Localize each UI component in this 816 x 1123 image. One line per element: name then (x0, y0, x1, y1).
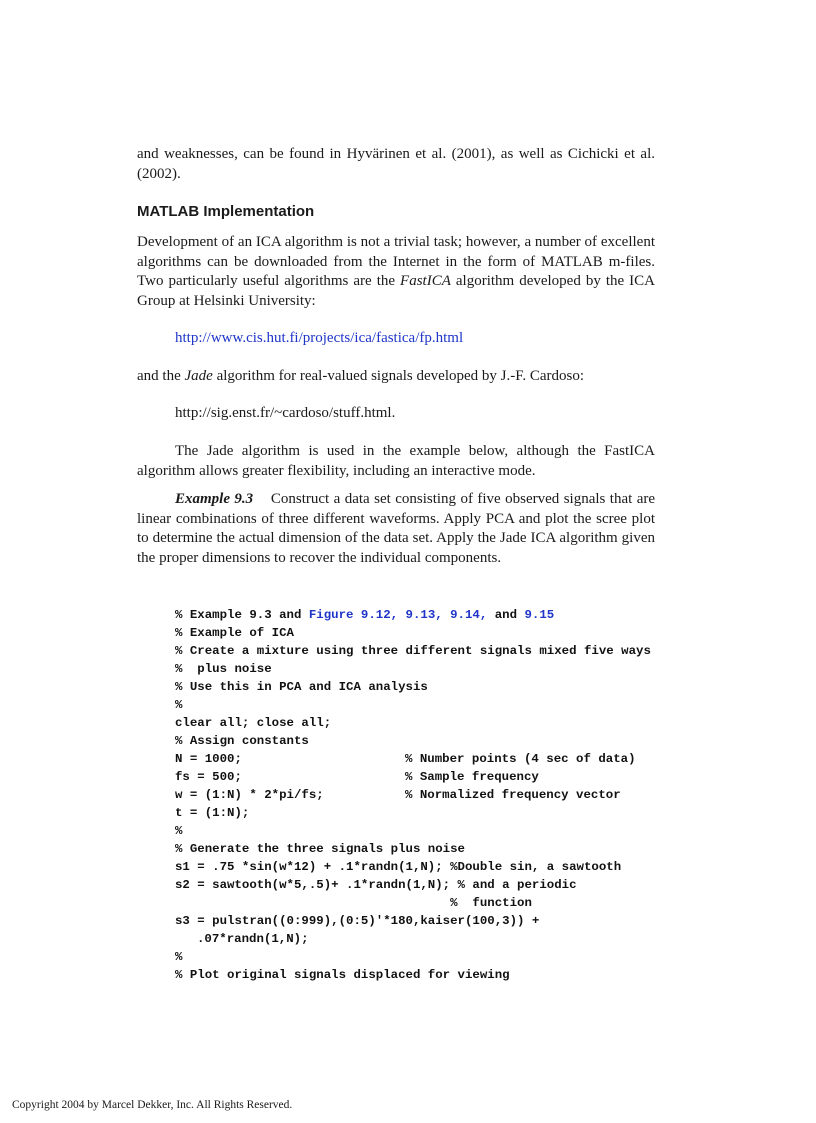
code-line: % Create a mixture using three different signals mixed five ways (175, 644, 651, 658)
code-line: .07*randn(1,N); (197, 932, 309, 946)
jade-term: Jade (184, 368, 213, 384)
code-line: s1 = .75 *sin(w*12) + .1*randn(1,N); %Double sin, a sawtooth (175, 860, 622, 874)
code-line: N = 1000; % Number points (4 sec of data) (175, 752, 636, 766)
code-line: clear all; close all; (175, 716, 332, 730)
jade-used-paragraph: The Jade algorithm is used in the example below, although the FastICA algorithm allows greater flexibility, including an interactive mode. (137, 443, 655, 479)
code-line: % Generate the three signals plus noise (175, 842, 465, 856)
example-label: Example 9.3 (175, 491, 254, 507)
code-comment: % Number points (4 sec of data) (405, 752, 636, 766)
example-paragraph: Example 9.3 Construct a data set consisting of five observed signals that are linear combinations of three different waveforms. Apply PCA and plot the scree plot to determine the actual dimension of the data set. Apply the Jade ICA algorithm given the proper dimensions to recover the individual components. (137, 491, 656, 566)
fastica-term: FastICA (400, 273, 451, 289)
figure-link[interactable]: 9.15 (524, 608, 555, 622)
code-line: % Plot original signals displaced for viewing (175, 968, 510, 982)
intro-paragraph: and weaknesses, can be found in Hyvärinen et al. (2001), as well as Cichicki et al. (2002). (137, 146, 655, 182)
code-line: % (175, 698, 183, 712)
code-line: % (175, 824, 183, 838)
code-line: s2 = sawtooth(w*5,.5)+ .1*randn(1,N); % and a periodic (175, 878, 577, 892)
code-line: fs = 500; % Sample frequency (175, 770, 539, 784)
code-comment: % Normalized frequency vector (405, 788, 621, 802)
code-line: s3 = pulstran((0:999),(0:5)'*180,kaiser(100,3)) + (175, 914, 540, 928)
section-heading: MATLAB Implementation (137, 203, 315, 220)
code-line: w = (1:N) * 2*pi/fs; % Normalized frequency vector (175, 788, 621, 802)
code-line: % (175, 950, 183, 964)
development-paragraph: Development of an ICA algorithm is not a trivial task; however, a number of excellent algorithms can be downloaded from the Internet in the form of MATLAB m-files. Two particularly useful algorithms are the FastICA algorithm developed by the ICA Group at Helsinki University: (137, 234, 655, 309)
figure-link[interactable]: Figure 9.12, 9.13, 9.14, (308, 608, 488, 622)
code-listing (175, 606, 651, 984)
jade-url: http://sig.enst.fr/~cardoso/stuff.html. (175, 405, 396, 421)
code-line: % Example 9.3 and Figure 9.12, 9.13, 9.14, and 9.15 (175, 608, 555, 622)
code-comment: % Sample frequency (405, 770, 539, 784)
code-line: % Use this in PCA and ICA analysis (175, 680, 428, 694)
code-line: % Assign constants (175, 734, 309, 748)
code-line: % Example of ICA (175, 626, 294, 640)
fastica-url-link[interactable]: http://www.cis.hut.fi/projects/ica/fastica/fp.html (175, 330, 464, 346)
copyright-footer: Copyright 2004 by Marcel Dekker, Inc. All Rights Reserved. (12, 1099, 293, 1111)
code-line: % plus noise (175, 662, 272, 676)
jade-paragraph: and the Jade algorithm for real-valued signals developed by J.-F. Cardoso: (137, 368, 585, 384)
code-line: % function (175, 896, 532, 910)
code-line: t = (1:N); (175, 806, 250, 820)
